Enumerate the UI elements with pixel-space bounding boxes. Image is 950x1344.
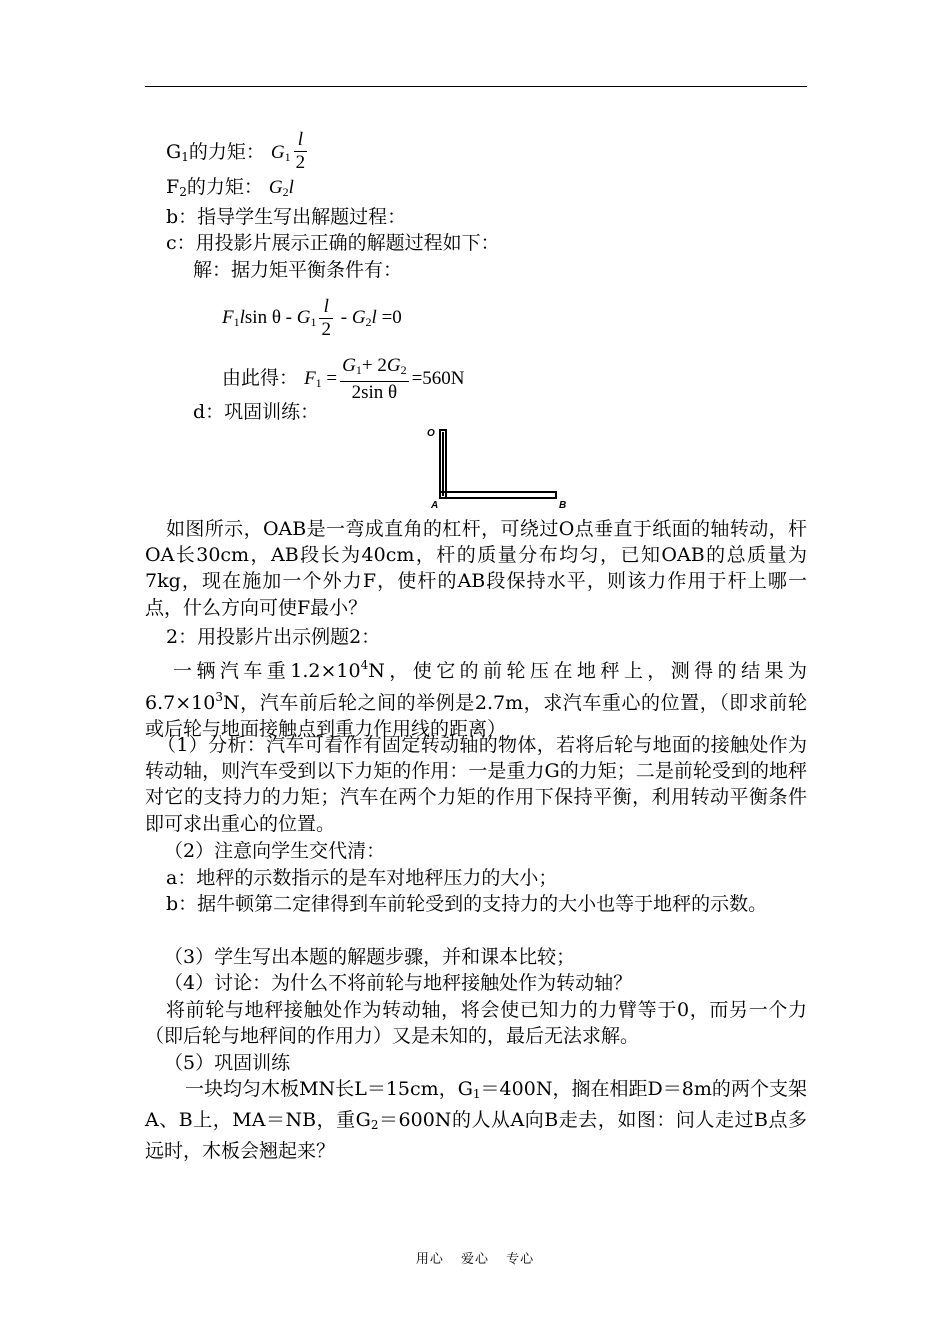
num-g: G <box>342 355 356 376</box>
eq-sub: 2 <box>365 314 372 329</box>
text-run: 一辆汽车重1.2×10 <box>173 660 361 682</box>
text-run: N，使它的前轮压在地秤上，测得的结果为6.7×10 <box>145 660 807 715</box>
eq-minus: - <box>335 306 352 328</box>
frac-den: 2 <box>321 319 331 340</box>
num-sub: 1 <box>355 363 362 377</box>
result-formula: $F_1$ = $\frac{G_1+ 2G_2}{\text{2sin θ}}$ =560N <box>304 355 465 403</box>
label-b: B <box>559 500 567 511</box>
num-g2: G <box>386 355 401 376</box>
footer-item: 用心 <box>415 1252 444 1267</box>
eq-f: F <box>222 306 234 328</box>
subscript: 2 <box>370 1118 379 1133</box>
paragraph-analysis: （1）分析：汽车可看作有固定转动轴的物体，若将后轮与地面的接触处作为转动轴，则汽车受到以下力矩的作用：一是重力G的力矩；二是前轮受到的地秤对它的支持力的力矩；汽车在两个力矩的作用下保持平衡，利用转动平衡条件即可求出重心的位置。 <box>145 734 807 835</box>
eq-l: l <box>239 306 245 328</box>
g1-subscript: 1 <box>181 149 189 164</box>
formula-g: G <box>270 141 285 163</box>
result-equation <box>222 355 465 404</box>
f2-symbol: F <box>166 176 180 198</box>
formula-g: G <box>268 177 283 198</box>
paragraph-discussion: （4）讨论：为什么不将前轮与地秤接触处作为转动轴？ <box>164 972 633 994</box>
label-o: O <box>427 428 435 439</box>
paragraph-student-steps: （3）学生写出本题的解题步骤，并和课本比较； <box>164 946 576 968</box>
paragraph-practice: （5）巩固训练 <box>164 1052 291 1074</box>
eq-fraction <box>319 296 333 341</box>
step-d: d：巩固训练： <box>193 401 320 423</box>
eq-l: l <box>371 306 377 328</box>
result-prefix: 由此得： <box>222 366 299 389</box>
footer-item: 爱心 <box>460 1252 489 1267</box>
result-fraction <box>340 355 408 404</box>
footer-item: 专心 <box>506 1252 535 1267</box>
frac-num: l <box>297 129 304 150</box>
header-rule <box>145 86 807 87</box>
eq-sub: 1 <box>310 314 317 329</box>
frac-den: 2sin θ <box>340 381 408 404</box>
paragraph-note-b: b：据牛顿第二定律得到车前轮受到的支持力的大小也等于地秤的示数。 <box>166 893 768 915</box>
paragraph-example-2: 2：用投影片出示例题2： <box>166 626 381 648</box>
text-run: 一块均匀木板MN长L＝15cm，G <box>185 1078 473 1100</box>
paragraph-car-problem <box>145 652 807 743</box>
eq-zero: =0 <box>376 306 402 328</box>
num-sub2: 2 <box>400 363 407 377</box>
eq-g: G <box>351 306 366 328</box>
f2-torque-formula <box>269 177 294 198</box>
eq-sub: 1 <box>233 314 240 329</box>
text-run: ＝400N，搁在相距D＝8m的两个支架A、B上，MA＝NB，重G <box>145 1078 807 1132</box>
g1-symbol: G <box>166 140 182 163</box>
f2-subscript: 2 <box>179 185 187 199</box>
res-sub: 1 <box>315 375 322 390</box>
g1-torque-label: 的力矩： <box>188 140 265 163</box>
num-plus: + 2 <box>361 355 387 376</box>
text-run: N，汽车前后轮之间的举例是2.7m，求汽车重心的位置，（即求前轮或后轮与地面接触点到重力作用线的距离） <box>145 692 807 741</box>
paragraph-lever-problem: 如图所示，OAB是一弯成直角的杠杆，可绕过O点垂直于纸面的轴转动，杆OA长30cm，AB段长为40cm，杆的质量分布均匀，已知OAB的总质量为7kg，现在施加一个外力F，使杆的AB段保持水平，则该力作用于杆上哪一点，什么方向可使F最小？ <box>145 518 807 619</box>
page-footer <box>0 1248 950 1267</box>
g1-torque-formula <box>270 129 310 173</box>
step-c: c：用投影片展示正确的解题过程如下： <box>166 232 500 254</box>
fraction-l-over-2 <box>294 129 308 174</box>
paragraph-discussion-answer: 将前轮与地秤接触处作为转动轴，将会使已知力的力臂等于0，而另一个力（即后轮与地秤间的作用力）又是未知的，最后无法求解。 <box>145 999 807 1048</box>
paragraph-note-a: a：地秤的示数指示的是车对地秤压力的大小； <box>166 867 558 889</box>
lever-figure <box>424 426 574 511</box>
f2-torque-label: 的力矩： <box>186 176 263 198</box>
superscript: 3 <box>215 690 223 705</box>
paragraph-note: （2）注意向学生交代清： <box>164 840 386 862</box>
step-b: b：指导学生写出解题过程： <box>166 206 407 228</box>
eq-g: G <box>296 306 311 328</box>
equilibrium-equation <box>222 296 402 341</box>
result-value: =560N <box>411 367 465 389</box>
res-f: F <box>304 367 316 389</box>
formula-sub: 1 <box>284 149 291 164</box>
superscript: 4 <box>360 658 369 672</box>
solution-intro: 解：据力矩平衡条件有： <box>193 259 403 281</box>
label-a: A <box>431 500 439 511</box>
paragraph-board-problem <box>145 1076 807 1165</box>
frac-num: l <box>323 296 329 317</box>
formula-l: l <box>288 177 294 198</box>
f2-torque-line <box>166 174 294 205</box>
eq-sin: sin θ <box>244 306 281 328</box>
lever-ab <box>440 492 556 498</box>
lever-oa-core <box>442 432 444 496</box>
text-run: ＝600N的人从A向B走去，如图：问人走过B点多远时，木板会翘起来？ <box>145 1109 808 1163</box>
frac-den: 2 <box>295 152 306 173</box>
eq-minus: - <box>280 306 297 328</box>
g1-torque-line <box>166 131 310 176</box>
subscript: 1 <box>472 1087 481 1101</box>
formula-sub: 2 <box>282 185 289 199</box>
